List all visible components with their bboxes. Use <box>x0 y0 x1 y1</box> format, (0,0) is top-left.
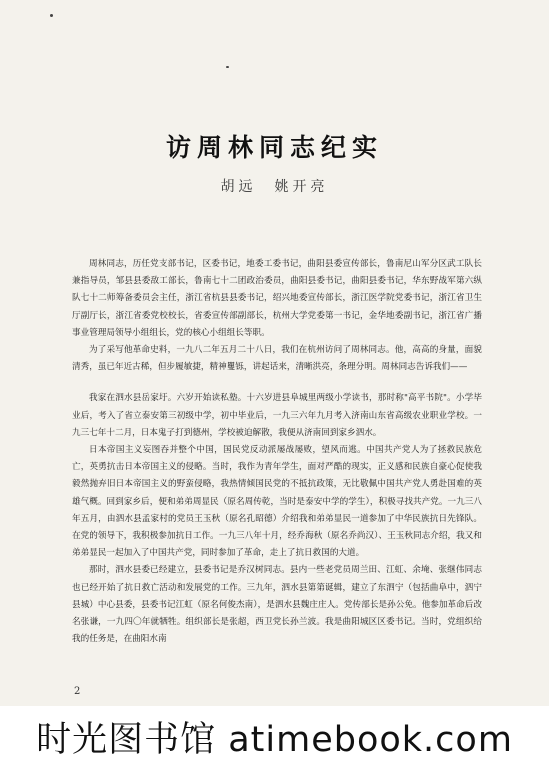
scan-speck <box>50 14 53 17</box>
scan-speck <box>226 66 229 68</box>
watermark-text: 时光图书馆 atimebook.com <box>36 720 513 760</box>
page-number: 2 <box>74 686 81 697</box>
article-body <box>72 256 482 648</box>
paragraph: 我家在泗水县岳家圩。六岁开始读私塾。十六岁进县阜城里两级小学读书，那时称"高平书院"。小学毕业后，考入了省立泰安第三初级中学，初中毕业后，一九三六年九月考入济南山东省高级农业职业学校。一九三七年十二月，日本鬼子打到德州，学校被迫解散，我便从济南回到家乡泗水。 <box>72 393 482 438</box>
article-authors: 胡远 姚开亮 <box>220 179 329 195</box>
article-title: 访周林同志纪实 <box>165 133 383 162</box>
paragraph: 日本帝国主义妄图吞并整个中国，国民党反动派屡战屡败，望风而逃。中国共产党人为了拯救民族危亡，英勇抗击日本帝国主义的侵略。当时，我作为青年学生，面对严酷的现实，正义感和民族自豪心促使我毅然抛弃旧日本帝国主义的野蛮侵略，我热情倾国民党的不抵抗政策，无比敬佩中国共产党人勇赴国难的英雄气概。回到家乡后，便和弟弟周显民（原名周传乾，当时是泰安中学的学生），积极寻找共产党。一九三八年五月，由泗水县孟家村的党员王玉秋（原名孔昭德）介绍我和弟弟显民一道参加了中华民族抗日先锋队。在党的领导下，我积极参加抗日工作。一九三八年十月，经乔海秋（原名乔尚汉）、王玉秋同志介绍，我又和弟弟显民一起加入了中国共产党，同时参加了革命，走上了抗日救国的大道。 <box>72 445 482 559</box>
paragraph: 为了采写他革命史料，一九八二年五月二十八日，我们在杭州访问了周林同志。他，高高的身量，面貌清秀，虽已年近古稀，但步履敏捷，精神矍铄，讲起话来，清晰洪亮，条理分明。周林同志告诉我们—— <box>72 345 482 373</box>
paragraph: 周林同志，历任党支部书记，区委书记，地委工委书记，曲阳县委宣传部长，鲁南尼山军分区武工队长兼指导员，邹县县委敌工部长，鲁南七十二团政治委员，曲阳县委书记，曲阳县委书记，华东野战军第六纵队七十二师筹备委员会主任，浙江省杭县县委书记，绍兴地委宣传部长，浙江医学院党委书记，浙江省卫生厅副厅长，浙江省委党校校长，省委宣传部副部长，杭州大学党委第一书记，金华地委副书记，浙江省广播事业管理局领导小组组长，党的核心小组组长等职。 <box>72 259 482 338</box>
paragraph: 那时，泗水县委已经建立，县委书记是乔汉树同志。县内一些老党员周兰田、江虹、余埯、张继伟同志也已经开始了抗日救亡活动和发展党的工作。三九年，泗水县第第诞辑，建立了东泗宁（包括曲阜中，泗宁县城）中心县委，县委书记江虹（原名何俊杰南），是泗水县魏庄庄人。党传部长是孙公免。他参加革命后改名张谦，一九四〇年就牺牲。组织部长是张超，西卫党长孙兰波。我是曲阳城区区委书记。当时，党组织给我的任务是，在曲阳水南 <box>72 565 482 645</box>
